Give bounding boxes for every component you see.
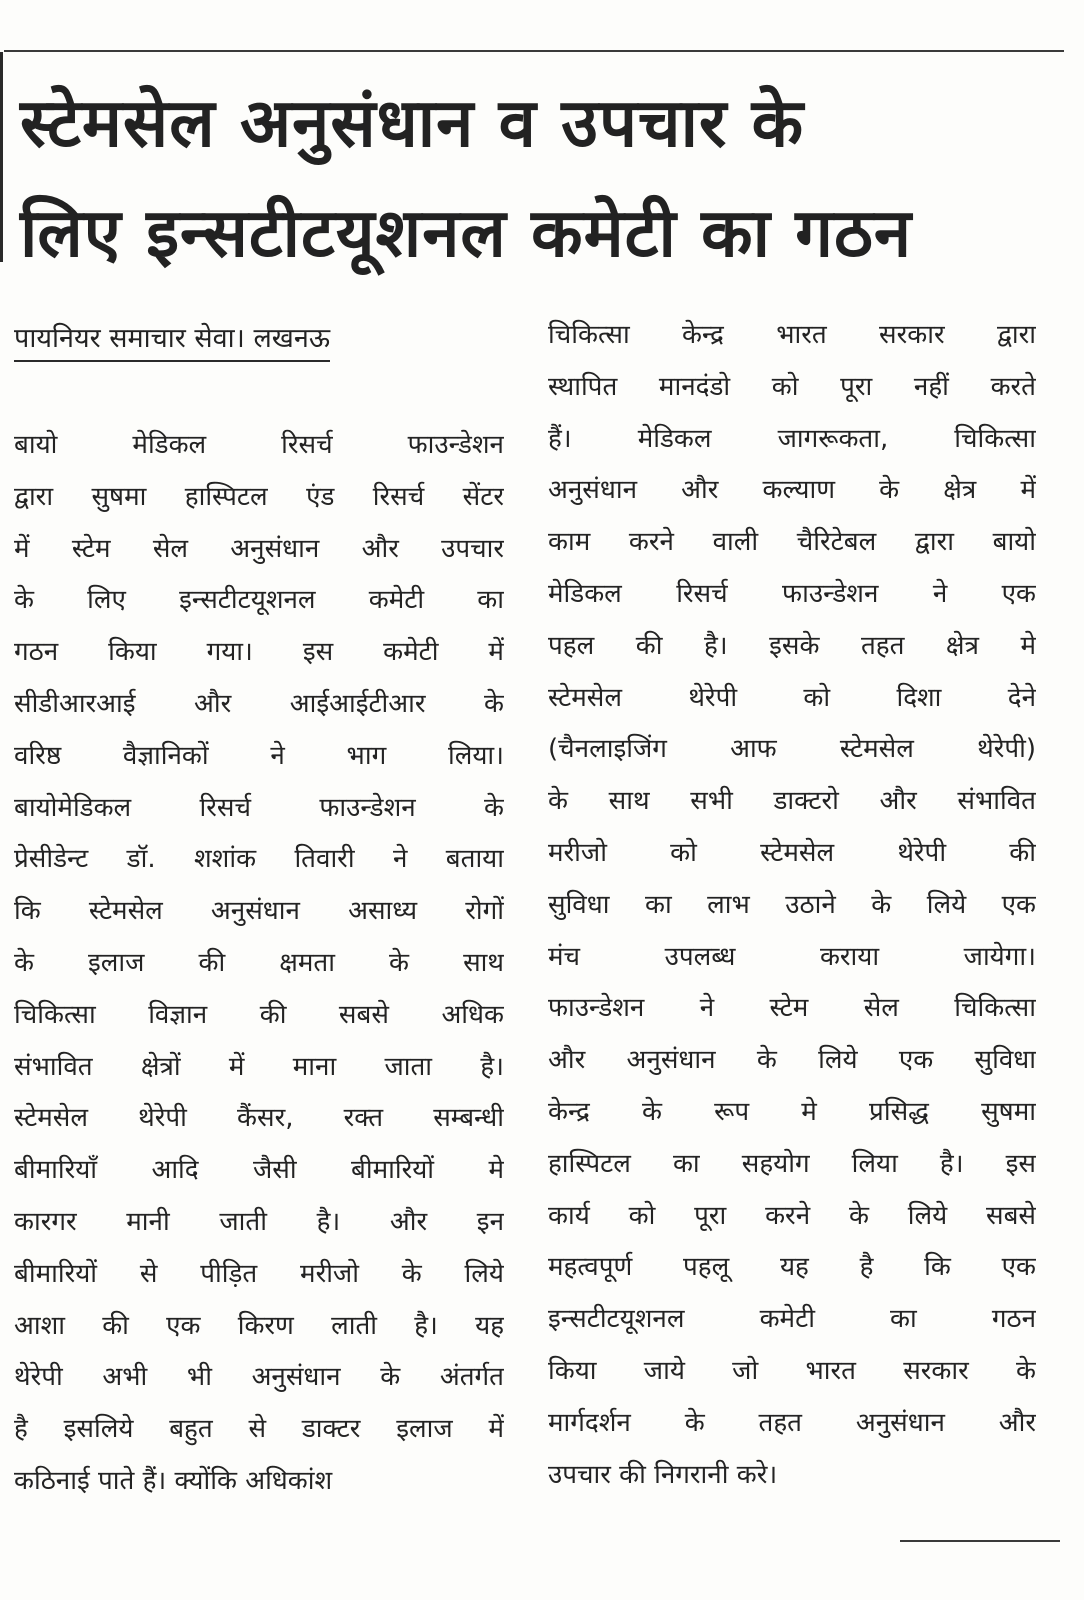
- text-line: कारगर मानी जाती है। और इन: [14, 1206, 504, 1237]
- text-line: पहल की है। इसके तहत क्षेत्र मे: [548, 630, 1036, 661]
- headline-line-1: स्टेमसेल अनुसंधान व उपचार के: [20, 84, 805, 162]
- text-line: कि स्टेमसेल अनुसंधान असाध्य रोगों: [14, 896, 504, 927]
- text-line: सुविधा का लाभ उठाने के लिये एक: [548, 889, 1036, 920]
- text-line: उपचार की निगरानी करे।: [548, 1459, 778, 1490]
- top-rule: [4, 50, 1064, 52]
- text-line: कठिनाई पाते हैं। क्योंकि अधिकांश: [14, 1465, 333, 1496]
- text-line: बायो मेडिकल रिसर्च फाउन्डेशन: [14, 430, 504, 460]
- text-line: चिकित्सा विज्ञान की सबसे अधिक: [14, 999, 504, 1030]
- text-line: गठन किया गया। इस कमेटी में: [14, 637, 504, 668]
- bottom-rule: [900, 1540, 1060, 1542]
- text-line: मरीजो को स्टेमसेल थेरेपी की: [548, 837, 1036, 868]
- text-line: आशा की एक किरण लाती है। यह: [14, 1310, 504, 1341]
- headline: [20, 68, 1070, 288]
- text-line: संभावित क्षेत्रों में माना जाता है।: [14, 1051, 504, 1082]
- byline: पायनियर समाचार सेवा। लखनऊ: [14, 322, 330, 362]
- text-line: केन्द्र के रूप मे प्रसिद्ध सुषमा: [548, 1096, 1036, 1127]
- text-line: हैं। मेडिकल जागरूकता, चिकित्सा: [548, 423, 1036, 454]
- text-line: किया जाये जो भारत सरकार के: [548, 1355, 1036, 1386]
- text-line: वरिष्ठ वैज्ञानिकों ने भाग लिया।: [14, 740, 504, 771]
- text-line: प्रेसीडेन्ट डॉ. शशांक तिवारी ने बताया: [14, 844, 504, 875]
- text-line: मार्गदर्शन के तहत अनुसंधान और: [548, 1407, 1036, 1438]
- left-column-body: [14, 420, 504, 1508]
- text-line: और अनुसंधान के लिये एक सुविधा: [548, 1045, 1036, 1076]
- text-line: स्टेमसेल थेरेपी कैंसर, रक्त सम्बन्धी: [14, 1103, 504, 1134]
- text-line: कार्य को पूरा करने के लिये सबसे: [548, 1200, 1036, 1231]
- left-column: [14, 318, 504, 1508]
- text-line: बीमारियाँ आदि जैसी बीमारियों मे: [14, 1155, 504, 1186]
- text-line: हास्पिटल का सहयोग लिया है। इस: [548, 1148, 1036, 1179]
- text-line: के साथ सभी डाक्टरो और संभावित: [548, 786, 1036, 817]
- text-line: के इलाज की क्षमता के साथ: [14, 947, 504, 978]
- text-line: इन्सटीटयूशनल कमेटी का गठन: [548, 1304, 1036, 1335]
- headline-line-2: लिए इन्सटीटयूशनल कमेटी का गठन: [20, 194, 913, 272]
- left-edge-rule: [0, 52, 3, 262]
- text-line: सीडीआरआई और आईआईटीआर के: [14, 688, 504, 719]
- text-line: स्थापित मानदंडो को पूरा नहीं करते: [548, 371, 1036, 402]
- text-line: चिकित्सा केन्द्र भारत सरकार द्वारा: [548, 320, 1036, 350]
- text-line: महत्वपूर्ण पहलू यह है कि एक: [548, 1252, 1036, 1283]
- text-line: फाउन्डेशन ने स्टेम सेल चिकित्सा: [548, 993, 1036, 1024]
- text-line: स्टेमसेल थेरेपी को दिशा देने: [548, 682, 1036, 713]
- text-line: अनुसंधान और कल्याण के क्षेत्र में: [548, 475, 1036, 506]
- text-line: मेडिकल रिसर्च फाउन्डेशन ने एक: [548, 578, 1036, 609]
- text-line: है इसलिये बहुत से डाक्टर इलाज में: [14, 1414, 504, 1445]
- right-column-body: [548, 310, 1036, 1501]
- text-line: मंच उपलब्ध कराया जायेगा।: [548, 941, 1036, 972]
- text-line: थेरेपी अभी भी अनुसंधान के अंतर्गत: [14, 1362, 504, 1393]
- text-line: द्वारा सुषमा हास्पिटल एंड रिसर्च सेंटर: [14, 481, 504, 512]
- text-line: बीमारियों से पीड़ित मरीजो के लिये: [14, 1258, 504, 1289]
- text-line: बायोमेडिकल रिसर्च फाउन्डेशन के: [14, 792, 504, 823]
- text-line: काम करने वाली चैरिटेबल द्वारा बायो: [548, 527, 1036, 558]
- right-column: [548, 318, 1036, 1501]
- text-line: के लिए इन्सटीटयूशनल कमेटी का: [14, 585, 504, 616]
- text-line: में स्टेम सेल अनुसंधान और उपचार: [14, 533, 504, 564]
- text-line: (चैनलाइजिंग आफ स्टेमसेल थेरेपी): [548, 734, 1036, 765]
